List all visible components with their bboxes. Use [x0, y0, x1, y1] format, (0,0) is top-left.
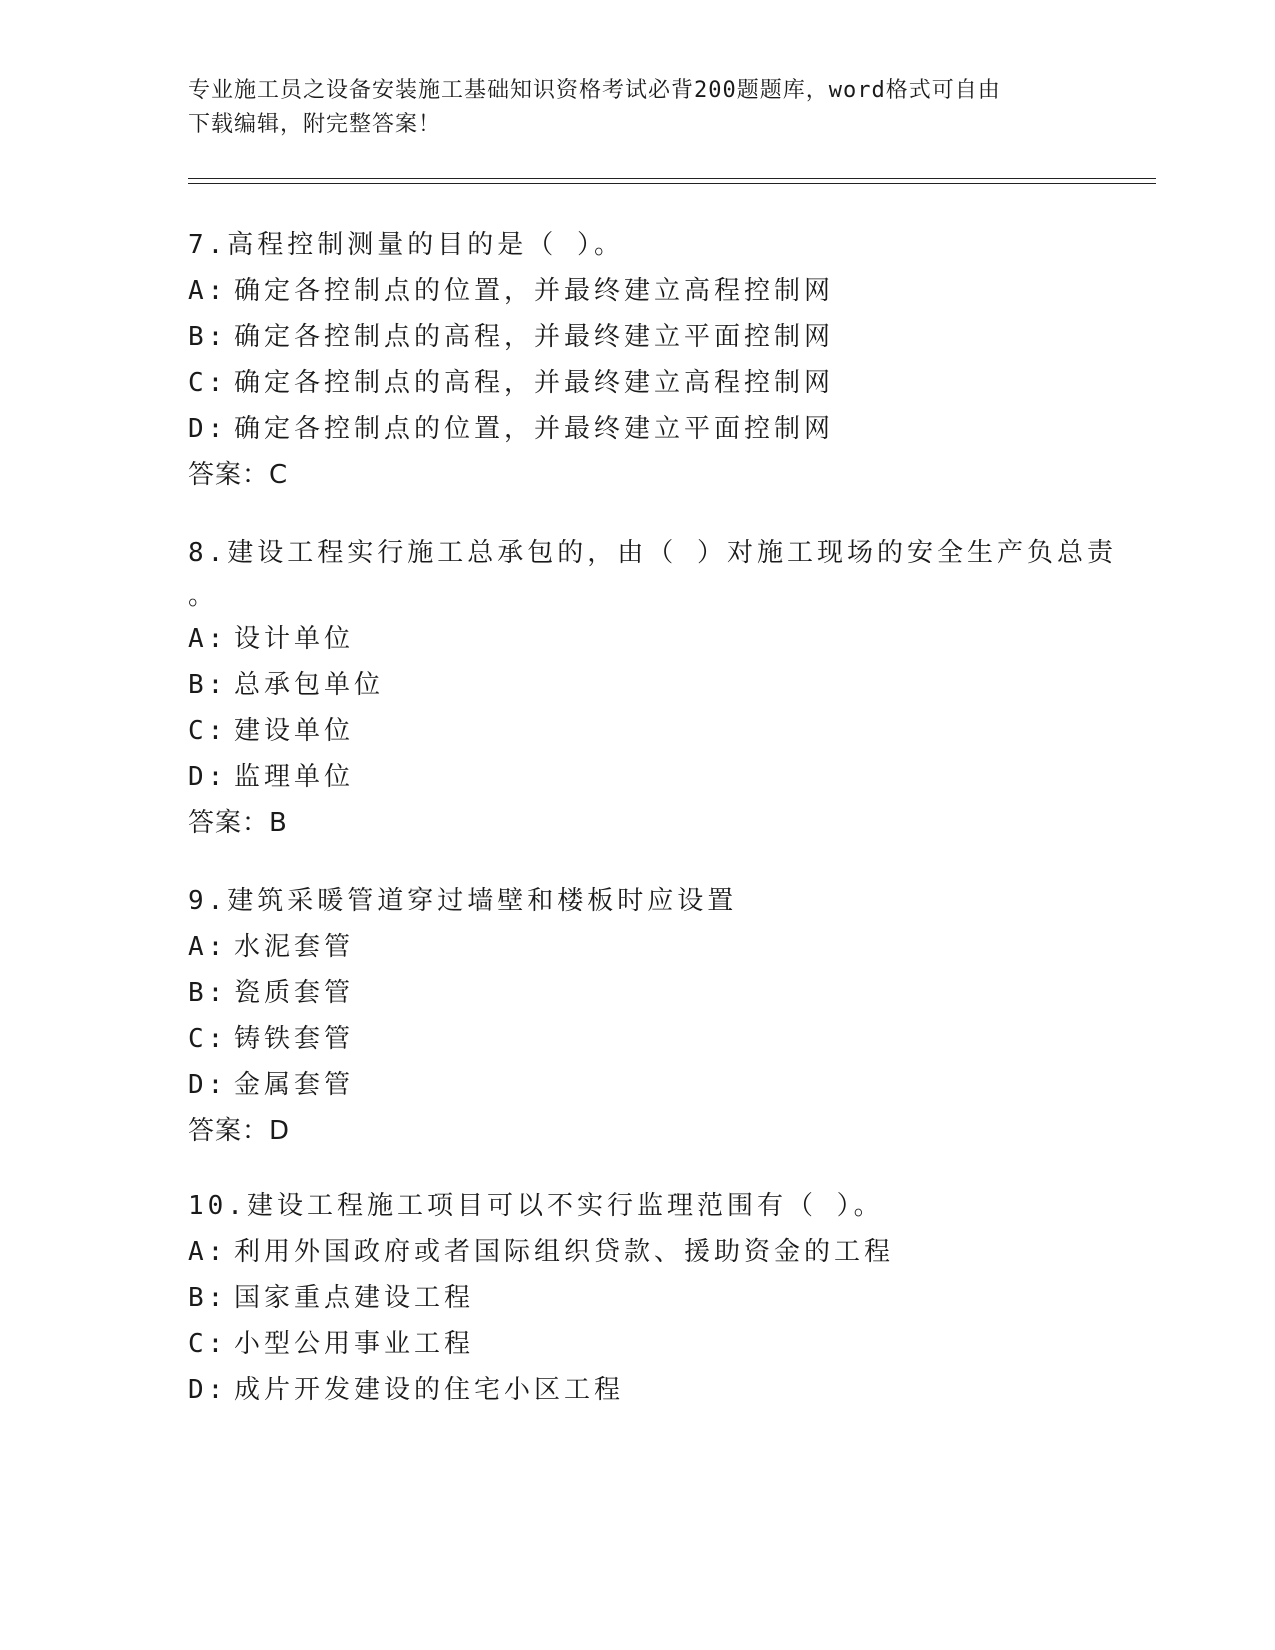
answer-label: 答案：B: [188, 808, 288, 838]
option-letter: D:: [188, 1070, 228, 1100]
option-text: 总承包单位: [234, 670, 385, 700]
option-c: [188, 360, 1188, 406]
option-c: [188, 708, 1188, 754]
option-text: 小型公用事业工程: [234, 1329, 475, 1359]
option-letter: A:: [188, 1237, 228, 1267]
header-line-1: 专业施工员之设备安装施工基础知识资格考试必背200题题库，word格式可自由: [188, 78, 1001, 103]
answer-label: 答案：D: [188, 1116, 291, 1146]
option-d: [188, 1062, 1188, 1108]
option-text: 设计单位: [234, 624, 355, 654]
option-text: 确定各控制点的位置，并最终建立平面控制网: [234, 414, 835, 444]
option-a: [188, 268, 1188, 314]
option-b: [188, 662, 1188, 708]
option-a: [188, 1229, 1188, 1275]
answer-label: 答案：C: [188, 460, 289, 490]
option-a: [188, 924, 1188, 970]
option-letter: A:: [188, 932, 228, 962]
header-line-2: 下载编辑，附完整答案！: [188, 112, 442, 137]
option-letter: C:: [188, 716, 228, 746]
question-7: [188, 222, 1188, 498]
option-letter: B:: [188, 978, 228, 1008]
option-text: 成片开发建设的住宅小区工程: [234, 1375, 625, 1405]
option-text: 国家重点建设工程: [234, 1283, 475, 1313]
option-letter: B:: [188, 670, 228, 700]
question-9: [188, 878, 1188, 1154]
option-text: 监理单位: [234, 762, 355, 792]
question-10: [188, 1183, 1188, 1413]
option-letter: A:: [188, 276, 228, 306]
option-letter: D:: [188, 762, 228, 792]
option-letter: B:: [188, 1283, 228, 1313]
question-8: [188, 530, 1188, 846]
option-text: 瓷质套管: [234, 978, 355, 1008]
option-text: 确定各控制点的高程，并最终建立平面控制网: [234, 322, 835, 352]
option-b: [188, 970, 1188, 1016]
option-letter: A:: [188, 624, 228, 654]
question-text: 8.建设工程实行施工总承包的，由（ ）对施工现场的安全生产负总责: [188, 538, 1117, 568]
option-c: [188, 1321, 1188, 1367]
question-text: 7.高程控制测量的目的是（ ）。: [188, 230, 624, 260]
option-letter: D:: [188, 1375, 228, 1405]
option-text: 利用外国政府或者国际组织贷款、援助资金的工程: [234, 1237, 895, 1267]
option-letter: C:: [188, 368, 228, 398]
question-text: 9.建筑采暖管道穿过墙壁和楼板时应设置: [188, 886, 738, 916]
option-letter: D:: [188, 414, 228, 444]
option-letter: C:: [188, 1329, 228, 1359]
question-text-continuation: 。: [188, 581, 219, 611]
option-text: 铸铁套管: [234, 1024, 355, 1054]
option-d: [188, 1367, 1188, 1413]
option-b: [188, 1275, 1188, 1321]
option-letter: B:: [188, 322, 228, 352]
option-text: 水泥套管: [234, 932, 355, 962]
option-c: [188, 1016, 1188, 1062]
option-d: [188, 754, 1188, 800]
option-a: [188, 616, 1188, 662]
option-d: [188, 406, 1188, 452]
option-text: 金属套管: [234, 1070, 355, 1100]
option-text: 建设单位: [234, 716, 355, 746]
option-b: [188, 314, 1188, 360]
option-letter: C:: [188, 1024, 228, 1054]
question-text: 10.建设工程施工项目可以不实行监理范围有（ ）。: [188, 1191, 884, 1221]
option-text: 确定各控制点的位置，并最终建立高程控制网: [234, 276, 835, 306]
document-header: [188, 74, 1088, 142]
header-divider: [188, 178, 1156, 184]
option-text: 确定各控制点的高程，并最终建立高程控制网: [234, 368, 835, 398]
